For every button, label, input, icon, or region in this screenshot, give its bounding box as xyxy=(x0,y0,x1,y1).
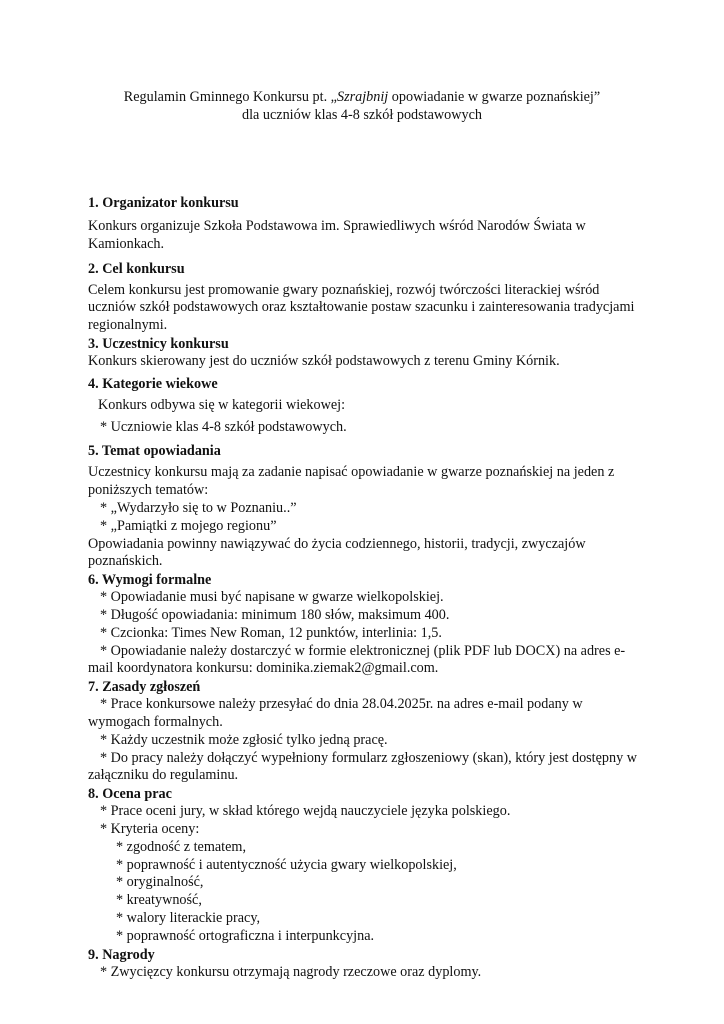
title-text-pre: Regulamin Gminnego Konkursu pt. „ xyxy=(123,89,337,105)
document-body xyxy=(88,194,648,981)
requirement-item: * Długość opowiadania: minimum 180 słów, maksimum 400. xyxy=(100,606,450,623)
submission-item: * Każdy uczestnik może zgłosić tylko jedną pracę. xyxy=(100,731,388,748)
title-text-post: opowiadanie w gwarze poznańskiej” xyxy=(388,89,601,105)
criteria-item: * poprawność i autentyczność użycia gwary wielkopolskiej, xyxy=(116,856,457,873)
title-italic-word: Szrajbnij xyxy=(336,89,389,105)
section-heading-evaluation: 8. Ocena prac xyxy=(88,786,172,803)
section-text-organizer: Konkurs organizuje Szkoła Podstawowa im. Sprawiedliwych wśród Narodów Świata w Kamionkach. xyxy=(88,218,586,252)
section-heading-topic: 5. Temat opowiadania xyxy=(88,443,221,460)
evaluation-item: * Prace oceni jury, w skład którego wejdą nauczyciele języka polskiego. xyxy=(100,803,511,820)
section-heading-categories: 4. Kategorie wiekowe xyxy=(88,375,218,392)
criteria-item: * kreatywność, xyxy=(116,892,202,909)
requirement-item: * Opowiadanie należy dostarczyć w formie elektronicznej (plik PDF lub DOCX) na adres e-mail koordynatora konkursu: dominika.ziemak2@gmail.com. xyxy=(88,642,626,677)
topic-item: * „Wydarzyło się to w Poznaniu..” xyxy=(100,499,297,516)
section-text-topic-intro: Uczestnicy konkursu mają za zadanie napisać opowiadanie w gwarze poznańskiej na jeden z poniższych tematów: xyxy=(88,464,615,499)
section-heading-submission: 7. Zasady zgłoszeń xyxy=(88,679,201,696)
section-heading-goal: 2. Cel konkursu xyxy=(88,260,185,277)
criteria-item: * walory literackie pracy, xyxy=(116,909,261,926)
submission-item: * Do pracy należy dołączyć wypełniony formularz zgłoszeniowy (skan), który jest dostępny w załączniku do regulaminu. xyxy=(88,749,637,784)
criteria-item: * zgodność z tematem, xyxy=(116,838,247,855)
category-item: * Uczniowie klas 4-8 szkół podstawowych. xyxy=(100,418,347,435)
title-line-2: dla uczniów klas 4-8 szkół podstawowych xyxy=(242,107,482,123)
title-line-1 xyxy=(0,88,724,106)
section-text-topic-outro: Opowiadania powinny nawiązywać do życia codziennego, historii, tradycji, zwyczajów poznańskich. xyxy=(88,535,586,570)
section-heading-organizer: 1. Organizator konkursu xyxy=(88,195,239,211)
topic-item: * „Pamiątki z mojego regionu” xyxy=(100,517,277,534)
criteria-item: * poprawność ortograficzna i interpunkcyjna. xyxy=(116,927,375,944)
section-text-participants: Konkurs skierowany jest do uczniów szkół podstawowych z terenu Gminy Kórnik. xyxy=(88,352,560,369)
submission-item: * Prace konkursowe należy przesyłać do dnia 28.04.2025r. na adres e-mail podany w wymogach formalnych. xyxy=(88,696,583,730)
criteria-item: * oryginalność, xyxy=(116,874,204,891)
document-title xyxy=(0,88,724,124)
prize-item: * Zwycięzcy konkursu otrzymają nagrody rzeczowe oraz dyplomy. xyxy=(100,963,482,980)
section-heading-requirements: 6. Wymogi formalne xyxy=(88,572,212,589)
section-text-categories: Konkurs odbywa się w kategorii wiekowej: xyxy=(98,396,346,413)
section-text-goal: Celem konkursu jest promowanie gwary poznańskiej, rozwój twórczości literackiej wśród uczniów szkół podstawowych oraz kształtowanie postaw szacunku i zainteresowania tradycjami regionalnymi. xyxy=(88,281,635,334)
evaluation-item: * Kryteria oceny: xyxy=(100,820,200,837)
requirement-item: * Opowiadanie musi być napisane w gwarze wielkopolskiej. xyxy=(100,589,444,606)
section-heading-prizes: 9. Nagrody xyxy=(88,946,155,963)
requirement-item: * Czcionka: Times New Roman, 12 punktów, interlinia: 1,5. xyxy=(100,624,442,641)
section-heading-participants: 3. Uczestnicy konkursu xyxy=(88,335,229,352)
